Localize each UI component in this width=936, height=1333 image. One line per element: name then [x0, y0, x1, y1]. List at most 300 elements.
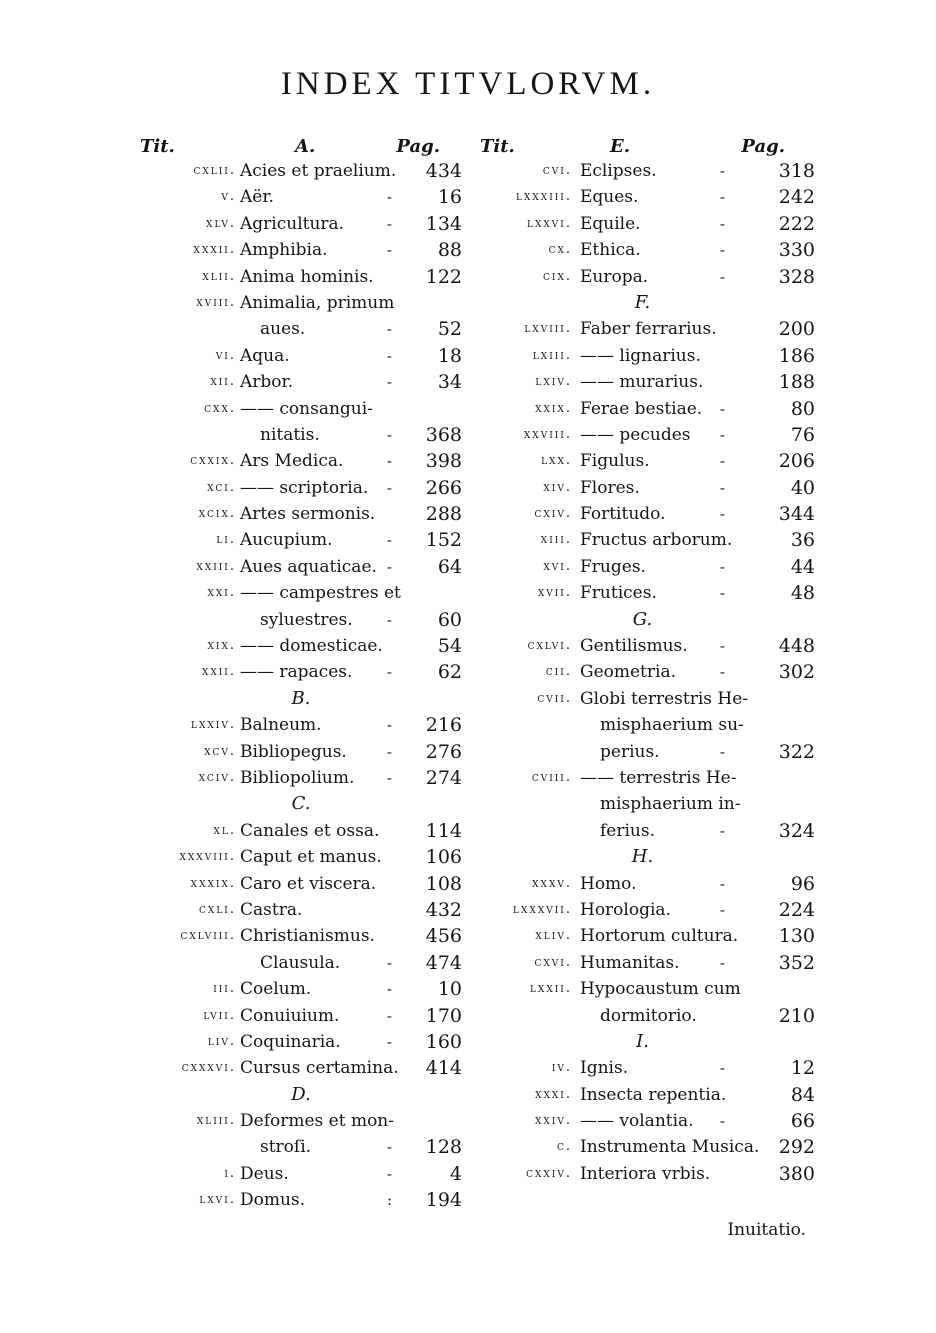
index-entry [470, 475, 815, 501]
entry-title: nitatis. [260, 424, 320, 445]
leader-dash: - [719, 663, 725, 682]
entry-title: Animalia, primum [240, 292, 395, 313]
index-entry [470, 1134, 815, 1160]
page-number: 216 [425, 714, 462, 737]
chapter-number: lxxvi. [527, 215, 572, 231]
chapter-number: cxlii. [193, 163, 236, 178]
entry-title: Fructus arborum. [580, 530, 733, 551]
entry-title: syluestres. [260, 609, 353, 630]
chapter-number: lxiv. [535, 374, 572, 390]
entry-title: —— terrestris He- [580, 767, 737, 788]
page-number: 106 [425, 846, 462, 869]
leader-dash: - [719, 953, 725, 972]
chapter-number: xlii. [202, 268, 236, 284]
chapter-number: xliv. [535, 928, 572, 944]
leader-dash: - [386, 1138, 392, 1157]
leader-dash: - [386, 663, 392, 682]
page-number: 130 [778, 925, 815, 948]
page-number: 188 [778, 371, 815, 394]
chapter-number: xiv. [543, 479, 572, 495]
chapter-number: cxvi. [534, 954, 572, 970]
leader-dash: - [386, 1006, 392, 1025]
entry-title: Anima hominis. [240, 266, 374, 287]
entry-title: Clausula. [260, 952, 341, 973]
entry-title: Castra. [240, 899, 303, 920]
index-entry [140, 844, 462, 870]
page-number: 128 [425, 1136, 462, 1159]
leader-dash: - [719, 452, 725, 471]
entry-title: dormitorio. [600, 1005, 697, 1026]
leader-dash: - [386, 188, 392, 207]
section-letter: I. [636, 1030, 649, 1052]
chapter-number: xxxv. [532, 875, 572, 891]
index-entry [470, 950, 815, 976]
entry-title: Bibliopolium. [240, 767, 355, 788]
entry-title: Figulus. [580, 451, 650, 472]
leader-dash: - [719, 505, 725, 524]
chapter-number: xxiii. [196, 558, 236, 574]
section-letter: H. [631, 846, 654, 868]
chapter-number: cxlviii. [180, 928, 236, 944]
chapter-number: xxxix. [190, 875, 236, 891]
leader-dash: - [386, 478, 392, 497]
index-entry [470, 871, 815, 897]
entry-title: Hypocaustum cum [580, 979, 741, 1000]
page-number: 266 [425, 476, 462, 499]
index-entry [140, 343, 462, 369]
chapter-number: cxxxvi. [181, 1060, 236, 1076]
page-number: 122 [425, 265, 462, 288]
column-header [140, 128, 462, 158]
leader-dash: - [386, 346, 392, 365]
entry-title: —— pecudes [580, 424, 691, 445]
page-number: 52 [437, 318, 462, 341]
page-number: 80 [790, 397, 815, 420]
page-number: 96 [790, 872, 815, 895]
index-entry [140, 237, 462, 263]
page-number: 88 [437, 239, 462, 262]
chapter-number: xii. [210, 374, 236, 390]
entry-title: Geometria. [580, 662, 676, 683]
leader-dash: - [719, 1059, 725, 1078]
index-list [470, 158, 815, 1187]
index-entry [470, 158, 815, 184]
page-number: 114 [425, 819, 462, 842]
leader-dash: - [386, 214, 392, 233]
index-entry [470, 316, 815, 342]
entry-title: —— consangui- [240, 398, 373, 419]
index-entry [470, 739, 815, 765]
index-entry [140, 554, 462, 580]
page-number: 152 [425, 529, 462, 552]
chapter-number: cxxiv. [526, 1165, 572, 1181]
leader-dash: - [719, 742, 725, 761]
entry-title: Eclipses. [580, 161, 657, 181]
chapter-number: xxiv. [534, 1113, 572, 1129]
chapter-number: lxiii. [532, 347, 572, 363]
entry-title: Ars Medica. [240, 451, 344, 472]
index-entry [470, 633, 815, 659]
chapter-number: xxxviii. [179, 849, 236, 865]
page-number: 318 [778, 160, 815, 182]
letter-header: A. [295, 136, 316, 157]
chapter-number: cvi. [542, 163, 572, 178]
page-number: 352 [778, 951, 815, 974]
entry-title: Amphibia. [240, 240, 328, 261]
page-number: 380 [778, 1162, 815, 1185]
entry-title: —— volantia. [580, 1111, 694, 1132]
page-number: 4 [449, 1162, 462, 1185]
chapter-number: xix. [207, 638, 236, 654]
entry-title: Bibliopegus. [240, 741, 347, 762]
index-entry [470, 527, 815, 553]
index-entry [140, 158, 462, 184]
entry-title: Aër. [240, 187, 274, 208]
leader-dash: - [719, 1112, 725, 1131]
index-entry [140, 950, 462, 976]
leader-dash: - [719, 267, 725, 286]
entry-title: Gentilismus. [580, 636, 688, 657]
leader-dash: - [719, 478, 725, 497]
leader-dash: - [719, 821, 725, 840]
page-number: 292 [778, 1136, 815, 1159]
index-entry [140, 1029, 462, 1055]
leader-dash: - [719, 584, 725, 603]
page-number: 224 [778, 898, 815, 921]
page-number: 328 [778, 265, 815, 288]
chapter-number: xxix. [535, 400, 572, 416]
index-entry [470, 818, 815, 844]
page-number: 448 [778, 635, 815, 658]
leader-dash: - [719, 241, 725, 260]
chapter-number: xvii. [537, 585, 572, 601]
index-entry [140, 607, 462, 633]
chapter-number: lxxxiii. [516, 189, 572, 205]
chapter-number: lxviii. [524, 321, 572, 337]
chapter-number: xxii. [201, 664, 236, 680]
page-number: 398 [425, 450, 462, 473]
page-number: 10 [437, 978, 462, 1001]
leader-dash: - [719, 557, 725, 576]
page-number: 288 [425, 503, 462, 526]
index-entry [140, 871, 462, 897]
page-number: 432 [425, 898, 462, 921]
index-entry [140, 290, 462, 316]
entry-title: Insecta repentia. [580, 1084, 727, 1105]
entry-title: Caput et manus. [240, 847, 382, 868]
entry-title: ferius. [600, 820, 655, 841]
chapter-number: cxiv. [534, 506, 572, 522]
page-number: 64 [437, 555, 462, 578]
index-entry [140, 396, 462, 422]
chapter-number: cx. [548, 242, 572, 258]
chapter-number: cxxix. [190, 453, 236, 469]
entry-title: misphaerium su- [600, 715, 744, 736]
chapter-number: v. [221, 189, 236, 205]
index-entry [140, 1187, 462, 1213]
section-letter: F. [634, 291, 651, 313]
chapter-number: li. [216, 532, 236, 548]
chapter-number: iii. [213, 981, 236, 997]
chapter-number: lxxii. [529, 981, 572, 997]
page-number: 344 [778, 503, 815, 526]
index-entry [140, 1134, 462, 1160]
index-entry [470, 448, 815, 474]
entry-title: Ethica. [580, 240, 641, 261]
entry-title: Globi terrestris He- [580, 688, 749, 709]
entry-title: Frutices. [580, 583, 657, 604]
page-number: 276 [425, 740, 462, 763]
leader-dash: - [386, 557, 392, 576]
entry-title: Deformes et mon- [240, 1111, 394, 1132]
entry-title: Caro et viscera. [240, 873, 377, 894]
index-entry [140, 659, 462, 685]
page-number: 222 [778, 212, 815, 235]
index-entry [140, 211, 462, 237]
entry-title: Horologia. [580, 899, 671, 920]
index-entry [470, 580, 815, 606]
page-number: 18 [437, 344, 462, 367]
index-entry [470, 765, 815, 791]
leader-dash: - [719, 900, 725, 919]
leader-dash: - [719, 162, 725, 180]
index-column-left [140, 128, 462, 1214]
chapter-number: xci. [207, 479, 236, 495]
entry-title: Eques. [580, 187, 639, 208]
leader-dash: - [719, 188, 725, 207]
section-letter: G. [632, 608, 653, 630]
leader-dash: - [719, 399, 725, 418]
chapter-number: lxx. [541, 453, 572, 469]
entry-title: Aues aquaticae. [240, 556, 377, 577]
tit-header: Tit. [480, 136, 515, 157]
entry-title: Interiora vrbis. [580, 1163, 711, 1184]
page-title: INDEX TITVLORVM. [280, 66, 656, 102]
chapter-number: lxvi. [199, 1192, 236, 1208]
leader-dash: - [386, 241, 392, 260]
section-letter: B. [291, 687, 311, 709]
page-number: 474 [425, 951, 462, 974]
index-entry [470, 396, 815, 422]
index-entry [140, 527, 462, 553]
column-header [470, 128, 815, 158]
chapter-number: xvi. [543, 558, 572, 574]
chapter-number: xciv. [198, 769, 236, 785]
index-entry [470, 422, 815, 448]
entry-title: Ignis. [580, 1058, 629, 1079]
chapter-number: c. [556, 1139, 572, 1155]
index-entry [140, 184, 462, 210]
chapter-number: xxxii. [193, 242, 236, 258]
entry-title: Humanitas. [580, 952, 680, 973]
chapter-number: xviii. [196, 294, 236, 310]
entry-title: Ferae bestiae. [580, 398, 703, 419]
chapter-number: xl. [213, 822, 236, 838]
index-entry [140, 1108, 462, 1134]
page-number: 324 [778, 819, 815, 842]
index-entry [140, 1055, 462, 1081]
leader-dash: - [386, 425, 392, 444]
leader-dash: - [719, 214, 725, 233]
index-entry [140, 1161, 462, 1187]
entry-title: —— campestres et [240, 583, 401, 604]
entry-title: stroſi. [260, 1137, 312, 1158]
index-entry [140, 923, 462, 949]
page-number: 160 [425, 1030, 462, 1053]
page-number: 322 [778, 740, 815, 763]
entry-title: Aqua. [240, 345, 290, 366]
entry-title: Europa. [580, 266, 649, 287]
index-entry [470, 554, 815, 580]
page-number: 40 [790, 476, 815, 499]
page-number: 16 [437, 186, 462, 209]
chapter-number: cii. [545, 664, 572, 680]
chapter-number: lxxxvii. [513, 901, 572, 917]
index-entry [470, 1055, 815, 1081]
index-entry [140, 976, 462, 1002]
entry-title: misphaerium in- [600, 794, 741, 815]
entry-title: Arbor. [240, 372, 294, 393]
index-entry [470, 712, 815, 738]
section-letter: D. [291, 1083, 311, 1105]
entry-title: Christianismus. [240, 926, 375, 947]
page-number: 134 [425, 212, 462, 235]
entry-title: Fruges. [580, 556, 646, 577]
entry-title: —— murarius. [580, 372, 704, 393]
index-column-right [470, 128, 815, 1187]
entry-title: Conuiuium. [240, 1005, 340, 1026]
page-number: 302 [778, 661, 815, 684]
leader-dash: - [719, 637, 725, 656]
leader-dash: : [386, 1191, 392, 1210]
index-entry [470, 369, 815, 395]
page-number: 84 [790, 1083, 815, 1106]
page-number: 34 [437, 371, 462, 394]
letter-header: E. [610, 136, 630, 157]
entry-title: Acies et praelium. [240, 161, 397, 181]
leader-dash: - [386, 320, 392, 339]
index-entry [140, 765, 462, 791]
leader-dash: - [719, 425, 725, 444]
index-entry [140, 316, 462, 342]
leader-dash: - [386, 531, 392, 550]
leader-dash: - [386, 953, 392, 972]
entry-title: —— domesticae. [240, 636, 383, 657]
entry-title: aues. [260, 319, 306, 340]
page-number: 62 [437, 661, 462, 684]
entry-title: Aucupium. [240, 530, 333, 551]
page-number: 186 [778, 344, 815, 367]
chapter-number: xiii. [540, 532, 572, 548]
entry-title: Artes sermonis. [240, 504, 376, 525]
chapter-number: cviii. [531, 769, 572, 785]
page-number: 206 [778, 450, 815, 473]
entry-title: Coquinaria. [240, 1031, 341, 1052]
leader-dash: - [386, 1164, 392, 1183]
chapter-number: xcix. [198, 506, 236, 522]
entry-title: Deus. [240, 1163, 289, 1184]
leader-dash: - [386, 980, 392, 999]
index-entry [140, 1003, 462, 1029]
entry-title: perius. [600, 741, 660, 762]
leader-dash: - [719, 874, 725, 893]
page-number: 456 [425, 925, 462, 948]
leader-dash: - [386, 452, 392, 471]
index-entry [140, 264, 462, 290]
page-number: 48 [790, 582, 815, 605]
entry-title: Faber ferrarius. [580, 319, 717, 340]
page-number: 36 [790, 529, 815, 552]
index-entry [470, 659, 815, 685]
index-entry [140, 818, 462, 844]
page-number: 414 [425, 1057, 462, 1080]
index-entry [470, 184, 815, 210]
index-entry [140, 448, 462, 474]
page-number: 242 [778, 186, 815, 209]
index-entry [140, 712, 462, 738]
chapter-number: i. [224, 1165, 236, 1181]
chapter-number: cxlvi. [527, 638, 572, 654]
chapter-number: iv. [551, 1060, 572, 1076]
index-entry [470, 791, 815, 817]
entry-title: —— lignarius. [580, 345, 701, 366]
entry-title: Instrumenta Musica. [580, 1137, 760, 1158]
index-list [140, 158, 462, 1214]
index-entry [470, 686, 815, 712]
page-number: 60 [437, 608, 462, 631]
entry-title: Coelum. [240, 979, 312, 1000]
index-entry [470, 211, 815, 237]
pag-header: Pag. [741, 136, 785, 157]
index-entry [140, 739, 462, 765]
leader-dash: - [386, 742, 392, 761]
index-entry [140, 369, 462, 395]
chapter-number: xliii. [196, 1113, 236, 1129]
index-entry [470, 343, 815, 369]
entry-title: Cursus certamina. [240, 1058, 399, 1079]
chapter-number: liv. [207, 1033, 236, 1049]
entry-title: Flores. [580, 477, 640, 498]
index-entry [470, 1161, 815, 1187]
index-entry [140, 580, 462, 606]
index-entry [470, 976, 815, 1002]
chapter-number: lvii. [203, 1007, 236, 1023]
leader-dash: - [386, 768, 392, 787]
chapter-number: xxi. [207, 585, 236, 601]
index-entry [140, 897, 462, 923]
entry-title: Canales et ossa. [240, 820, 380, 841]
entry-title: Agricultura. [240, 213, 345, 234]
page-number: 76 [790, 423, 815, 446]
page-number: 108 [425, 872, 462, 895]
chapter-number: xxxi. [535, 1086, 572, 1102]
entry-title: —— rapaces. [240, 662, 353, 683]
pag-header: Pag. [396, 136, 440, 157]
entry-title: Homo. [580, 873, 637, 894]
entry-title: Balneum. [240, 715, 322, 736]
page-number: 194 [425, 1189, 462, 1212]
index-entry [470, 1082, 815, 1108]
page-number: 66 [790, 1110, 815, 1133]
index-entry [140, 475, 462, 501]
entry-title: Fortitudo. [580, 504, 666, 525]
chapter-number: vi. [215, 347, 236, 363]
chapter-number: cxx. [204, 400, 236, 416]
index-entry [140, 422, 462, 448]
index-entry [140, 501, 462, 527]
index-entry [470, 501, 815, 527]
chapter-number: xlv. [206, 215, 236, 231]
